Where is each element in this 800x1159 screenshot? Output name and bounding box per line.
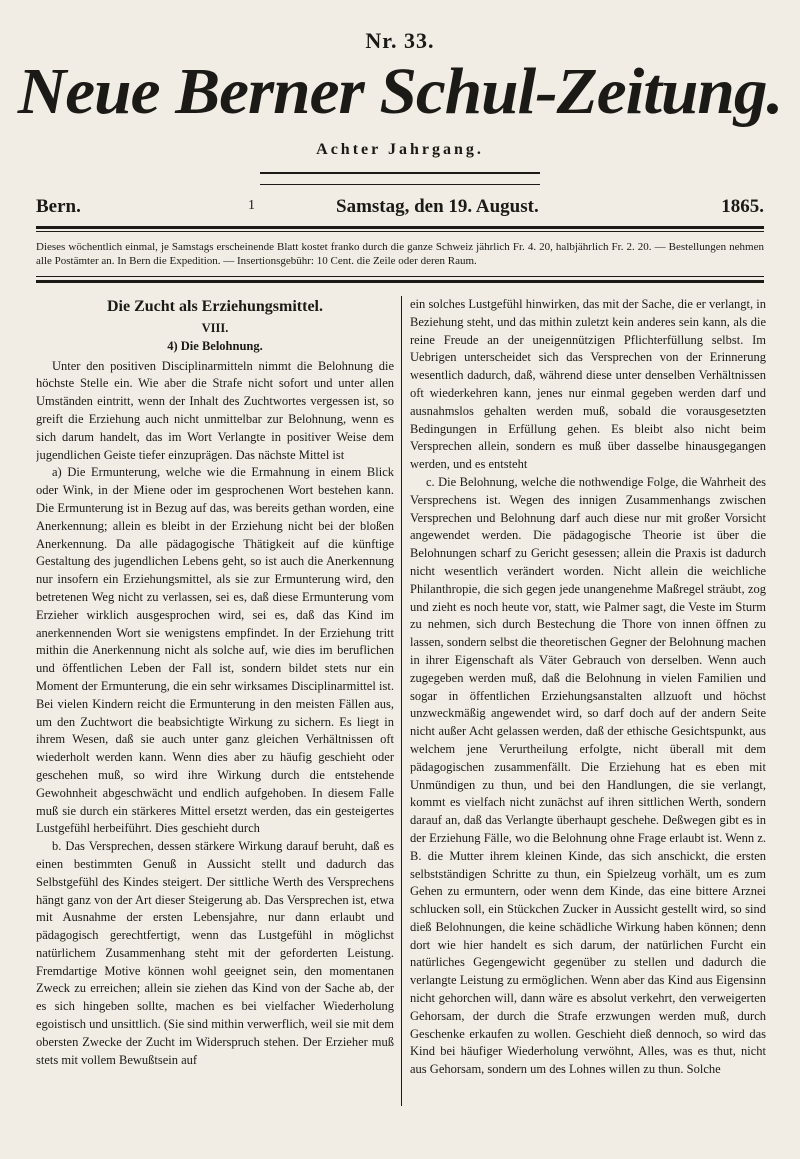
column-left xyxy=(36,296,394,1122)
volume-subtitle: Achter Jahrgang. xyxy=(316,141,484,158)
rule-mid-thin xyxy=(36,276,764,277)
paragraph: b. Das Versprechen, dessen stärkere Wirkung darauf beruht, daß es einen bestimmten Genuß in Aussicht stellt und dadurch das Selbstgefühl des Kindes steigert. Der sittliche Werth des Versprechens hängt ganz von der Art dieser Steigerung ab. Das Versprechen ist, etwa mit Ausnahme der ersten Lebensjahre, nur dann erlaubt und pädagogisch gerechtfertigt, wenn das Lustgefühl in möglichst natürlichem Zusammenhang steht mit der geforderten Leistung. Fremdartige Motive können wohl geeignet sein, den momentanen Zweck zu erreichen; allein sie ziehen das Kind von der Sache ab, der es sich hingeben sollte, machen es bei vielfacher Wiederholung egoistisch und unsittlich. (Sie sind mithin verwerflich, weil sie mit dem obersten Zwecke der Zucht im Widerspruch stehen. Der Erzieher muß stets mit vollem Bewußtsein auf xyxy=(36,839,394,1067)
column-divider xyxy=(401,296,402,1106)
column-right xyxy=(410,296,766,1122)
paragraph: a) Die Ermunterung, welche wie die Ermahnung in einem Blick oder Wink, in der Miene oder im gesprochenen Wort bestehen kann. Die Ermunterung ist in Bezug auf das, was bereits gethan worden, eine Anerkennung; allein es bleibt in der Erziehung nicht bei der bloßen Anerkennung. Da alle pädagogische Thätigkeit auf die künftige Gestaltung des jugendlichen Lebens geht, so ist auch die Anerkennung nur insofern ein Erziehungsmittel, als sie zur Ermunterung wird, den betretenen Weg nicht zu verlassen, sei es, daß diese Ermunterung vom Erzieher wirklich ausgesprochen wird, sei es, daß das Kind im anerkennenden Wort sie wenigstens empfindet. In der Erziehung tritt mithin die Anerkennung nicht als solche auf, wie dies im beruflichen und öffentlichen Leben der Fall ist, sondern bildet stets nur ein Moment der Ermunterung, die ein sehr wirksames Disciplinarmittel ist. Bei vielen Kindern reicht die Ermunterung in den meisten Fällen aus, um den Zuchtwort die beabsichtigte Wirkung zu sichern. Es liegt in ihrem Wesen, daß sie auch unter ganz gleichen Verhältnissen oft wiederholt werden kann. Wenn dies aber zu häufig geschieht oder geschehen muß, so wird ihre Wirkung durch die entstehende Gewohnheit abgeschwächt und endlich aufgehoben. In diesem Falle muß sie durch ein stärkeres Mittel ersetzt werden, das ein gesteigertes Lustgefühl herbeiführt. Dies geschieht durch xyxy=(36,465,394,836)
rule-top xyxy=(36,226,764,229)
dateline-year: 1865. xyxy=(721,196,764,217)
article-title: Die Zucht als Erziehungsmittel. xyxy=(107,298,323,315)
dateline-place: Bern. xyxy=(36,196,81,217)
article-part: VIII. xyxy=(201,321,229,335)
subscription-notice: Dieses wöchentlich einmal, je Samstags erscheinende Blatt kostet franko durch die ganze Schweiz jährlich Fr. 4. 20, halbjährlich Fr. 2. 20. — Bestellungen nehmen alle Postämter an. In Bern die Expedition. — Insertionsgebühr: 10 Cent. die Zeile oder deren Raum. xyxy=(36,241,764,267)
rule-top-thin xyxy=(36,231,764,232)
issue-number: Nr. 33. xyxy=(365,28,435,53)
rule-mid xyxy=(36,280,764,283)
dateline-date: Samstag, den 19. August. xyxy=(336,196,539,217)
paragraph: ein solches Lustgefühl hinwirken, das mit der Sache, die er verlangt, in Beziehung steht, und das mithin zuletzt kein anderes sein kann, als die reine Freude an der uneigennützigen Pflichterfüllung selbst. Im Uebrigen unterscheidet sich das Versprechen von der Erinnerung wesentlich dadurch, daß, während diese unter denselben Verhältnissen oft wiederkehren kann, jenes nur einmal gegeben werden darf und ausnahmslos gehalten werden muß, sobald die vorausgesetzten Bedingungen in Erfüllung gehen. Es bleibt also nicht beim Versprechen allein, sondern es muß über dasselbe hinausgegangen werden, und es entsteht xyxy=(410,297,766,472)
masthead-title: Neue Berner Schul-Zeitung. xyxy=(17,55,783,128)
article-section: 4) Die Belohnung. xyxy=(167,338,263,353)
paragraph: Unter den positiven Disciplinarmitteln nimmt die Belohnung die höchste Stelle ein. Wie aber die Strafe nicht sofort und unter allen Umständen eintritt, wenn der Inhalt des Zuchtwortes vergessen ist, so greift die Erziehung auch nicht unmittelbar zur Belohnung, wenn es sich darum handelt, das im Wort Verlangte in positiver Weise dem jugendlichen Geiste tiefer einzuprägen. Das nächste Mittel ist xyxy=(36,358,394,462)
ornament-rule xyxy=(260,172,540,185)
dateline xyxy=(36,196,764,220)
paragraph: c. Die Belohnung, welche die nothwendige Folge, die Wahrheit des Versprechens ist. Wegen des innigen Zusammenhangs zwischen Versprechen und Belohnung darf auch diese nur mit großer Vorsicht angewendet werden. Die pädagogische Theorie ist über die Belohnungen scharf zu Gericht gesessen; allein die Praxis ist dadurch nicht wesentlich verändert worden. Nicht allein die weichliche Philanthropie, die sich gegen jede unangenehme Maßregel sträubt, zog und zieht es noch heute vor, statt, wie Palmer sagt, die Veste im Sturm zu nehmen, sich durch Bestechung die Thore von innen öffnen zu lassen, sondern selbst die theoretischen Gegner der Belohnung machen in ihrer Eigenschaft als Väter Gebrauch von derselben. Wenn auch zugegeben werden muß, daß die Belohnung in vielen Familien und sogar in öffentlichen Erziehungsanstalten allzuoft und höchst unzweckmäßig angewendet wird, so darf doch auf der andern Seite nicht außer Acht gelassen werden, daß der ethische Gesichtspunkt, aus welchem jene Verurtheilung erfolgte, nicht überall mit dem pädagogischen zusammenfällt. Die Erziehung hat es eben mit Unmündigen zu thun, und bei den Handlungen, die sie verlangt, kommt es vielfach nicht zunächst auf ihren sittlichen Werth, sondern darauf an, daß das Verlangte überhaupt geschehe. Deßwegen gibt es in der Erziehung Fälle, wo die Belohnung ohne Frage erlaubt ist. Wenn z. B. die Mutter ihrem kleinen Kinde, das sich anschickt, die ersten selbstständigen Schritte zu thun, ein Spielzeug vorhält, um es zum Gehen zu ermuntern, oder wenn dem Kinde, das eine bittere Arznei schlucken soll, ein Stückchen Zucker in Aussicht gestellt wird, so sind dieß Belohnungen, die keine schädliche Wirkung haben können; denn dort wie hier handelt es sich darum, der natürlichen Furcht ein natürliches Gegengewicht gegenüber zu stellen und dadurch die verlangte Leistung zu ermöglichen. Wenn aber das Kind aus Eigensinn nicht gehorchen will, dann wäre es absolut verkehrt, den verweigerten Gehorsam, der durch die Strafe erzwungen werden muß, durch Geschenke erkaufen zu wollen. Geschieht dieß dennoch, so wird das Kind bei häufiger Wiederholung verwöhnt, Alles, was es thut, nicht aus Gehorsam, sondern um des Lohnes willen zu thun. Solche xyxy=(410,474,766,1077)
dateline-number: 1 xyxy=(248,198,255,213)
